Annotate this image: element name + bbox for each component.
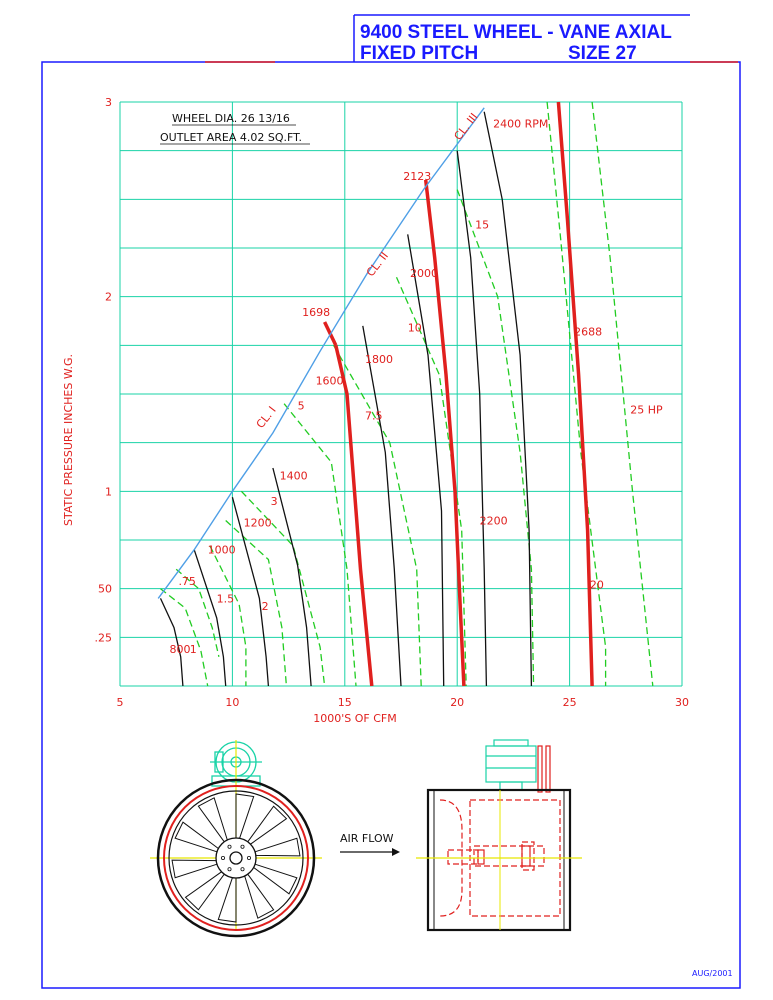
x-tick-label: 30 — [675, 696, 689, 709]
hp-curve-label: 15 — [475, 218, 490, 232]
fan-blade — [198, 798, 227, 842]
fan-blade — [236, 794, 254, 838]
x-tick-label: 20 — [450, 696, 465, 709]
hp-curve-label: 20 — [589, 578, 604, 592]
rpm-curve-label: 1400 — [279, 469, 308, 483]
arrow-right-icon — [392, 848, 400, 856]
rpm-curve-label: 800 — [169, 642, 191, 656]
fan-blade — [254, 864, 297, 894]
hp-curve-label: 5 — [297, 399, 305, 413]
fan-end-view-drawing — [150, 740, 322, 936]
x-axis-label: 1000'S OF CFM — [313, 712, 397, 725]
air-flow-indicator — [340, 832, 400, 856]
rpm-curve-label: 2200 — [479, 514, 508, 528]
y-tick-label: 1 — [105, 485, 112, 499]
hp-curve-label: 2 — [261, 600, 269, 614]
x-tick-label: 5 — [116, 696, 124, 709]
rpm-curve-label: 1698 — [302, 306, 331, 320]
y-tick-label: 50 — [98, 582, 112, 596]
rpm-curve — [484, 112, 531, 686]
fan-side-view-drawing — [416, 740, 582, 930]
class-limit — [158, 108, 484, 599]
rpm-curve — [336, 345, 372, 686]
fan-blade — [218, 878, 236, 922]
drawing-date: AUG/2001 — [692, 969, 733, 978]
air-flow-label: AIR FLOW — [340, 832, 394, 845]
rpm-curve-label: 2400 RPM — [493, 117, 549, 131]
class-limit-label: CL. I — [253, 403, 279, 431]
fan-performance-chart — [62, 96, 689, 725]
y-axis-label: STATIC PRESSURE INCHES W.G. — [62, 354, 75, 526]
hp-curve-label: 1.5 — [216, 592, 235, 606]
y-tick-label: 3 — [105, 96, 112, 109]
rpm-curve-label: 1800 — [365, 352, 394, 366]
hp-curve-label: 1 — [189, 642, 197, 656]
fan-blade — [248, 806, 287, 844]
fan-blade — [175, 822, 218, 852]
class-limit-label: CL. II — [363, 249, 391, 280]
hp-curve-label: 3 — [270, 494, 278, 508]
fan-blade — [245, 874, 274, 918]
x-tick-label: 15 — [337, 696, 352, 709]
class-limit-label: CL. III — [451, 110, 481, 143]
rpm-curve-label: 2688 — [574, 325, 603, 339]
grid — [120, 102, 682, 686]
hp-curve-label: 7.5 — [365, 409, 383, 423]
fan-blade — [172, 860, 217, 878]
annotation-outlet-area: OUTLET AREA 4.02 SQ.FT. — [160, 131, 303, 144]
rpm-curve-label: 1000 — [207, 543, 236, 557]
class-limit-line — [158, 108, 484, 599]
motor-side-icon — [486, 740, 536, 790]
annotation-wheel-dia: WHEEL DIA. 26 13/16 — [172, 112, 290, 125]
axis-ticks — [95, 96, 690, 709]
hp-curve-label: 25 HP — [630, 403, 663, 417]
rpm-curve — [426, 180, 464, 686]
rpm-curve — [194, 550, 226, 686]
hp-curve — [457, 190, 533, 686]
hp-curve — [207, 543, 246, 686]
rpm-curve-label: 2000 — [409, 267, 438, 281]
chart-annotation — [160, 112, 310, 144]
title-line2-left: FIXED PITCH — [360, 43, 479, 64]
hp-curve-label: 10 — [407, 321, 422, 335]
rpm-curve-label: 1600 — [315, 374, 344, 388]
x-tick-label: 10 — [225, 696, 240, 709]
rpm-curve-label: 2123 — [403, 169, 432, 183]
title-line2-right: SIZE 27 — [568, 43, 637, 64]
fan-blade — [255, 838, 300, 856]
x-tick-label: 25 — [562, 696, 577, 709]
rpm-curve — [270, 468, 311, 686]
y-tick-label: .25 — [94, 631, 112, 645]
title-block — [354, 15, 690, 64]
title-line1: 9400 STEEL WHEEL - VANE AXIAL — [360, 22, 672, 43]
rpm-curve — [363, 326, 401, 686]
hp-curve-label: .75 — [178, 574, 196, 588]
rpm-curve-label: 1200 — [243, 516, 272, 530]
y-tick-label: 2 — [105, 290, 112, 304]
fan-blade — [186, 872, 225, 910]
